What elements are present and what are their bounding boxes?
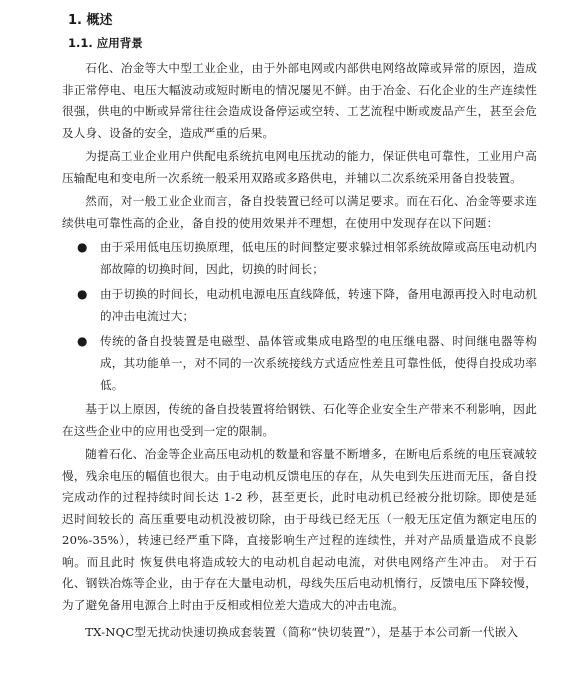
bullet-icon: ● [77, 240, 88, 254]
paragraph-background: 石化、冶金等大中型工业企业，由于外部电网或内部供电网络故障或异常的原因，造成非正常停电、电压大幅波动或短时断电的情况屡见不鲜。由于冶金、石化企业的生产连续性很强，供电的中断或异常往往会造成设备停运或空转、工艺流程中断或废品产生，甚至会危及人身、设备的安全，造成严重的后果。 [62, 61, 537, 140]
list-item-text: 由于切换的时间长，电动机电源电压直线降低，转速下降，备用电源再投入时电动机的冲击电流过大； [100, 287, 537, 323]
section-heading: 1. 概述 [68, 13, 113, 28]
paragraph-conclusion: 基于以上原因，传统的备自投装置将给钢铁、石化等企业安全生产带来不利影响，因此在这些企业中的应用也受到一定的限制。 [62, 402, 537, 438]
list-item [77, 330, 537, 396]
subsection-heading: 1.1. 应用背景 [68, 36, 143, 50]
paragraph-motors: 随着石化、冶金等企业高压电动机的数量和容量不断增多，在断电后系统的电压衰减较慢，残余电压的幅值也很大。由于电动机反馈电压的存在，从失电到失压进而无压，备自投完成动作的过程持续时间长达 1-2 秒，甚至更长，此时电动机已经被分批切除。即使是延迟时间较长的 高压重要电动机没被切除，由于母线已经无压（一般无压定值为额定电压的 20%-35%），转速已经严重下降，直接影响生产过程的连续性，并对产品质量造成不良影响。而且此时 恢复供电将造成较大的电动机自起动电流，对供电网络产生冲击。 对于石化、钢铁冶炼等企业，由于存在大量电动机，母线失压后电动机惰行，反馈电压下降较慢，为了避免备用电源合上时由于反相或相位差大造成大的冲击电流。 [62, 447, 537, 612]
list-item-text: 由于采用低电压切换原理，低电压的时间整定要求躲过相邻系统故障或高压电动机内部故障的切换时间，因此，切换的时间长； [100, 240, 537, 276]
paragraph-product-intro: TX-NQC型无扰动快速切换成套装置（简称“快切装置”），是基于本公司新一代嵌入 [85, 625, 519, 639]
problem-list [62, 236, 537, 396]
list-item-text: 传统的备自投装置是电磁型、晶体管或集成电路型的电压继电器、时间继电器等构成，其功能单一，对不同的一次系统接线方式适应性差且可靠性低，使得自投成功率低。 [100, 334, 537, 392]
paragraph-problems: 然而，对一般工业企业而言，备自投装置已经可以满足要求。而在石化、冶金等要求连续供电可靠性高的企业，备自投的使用效果并不理想，在使用中发现存在以下问题： [62, 194, 537, 230]
paragraph-reliability: 为提高工业企业用户供配电系统抗电网电压扰动的能力，保证供电可靠性，工业用户高压输配电和变电所一次系统一般采用双路或多路供电，并辅以二次系统采用备自投装置。 [62, 149, 537, 185]
bullet-icon: ● [77, 287, 88, 301]
bullet-icon: ● [77, 334, 88, 348]
list-item [77, 236, 537, 280]
list-item [77, 283, 537, 327]
